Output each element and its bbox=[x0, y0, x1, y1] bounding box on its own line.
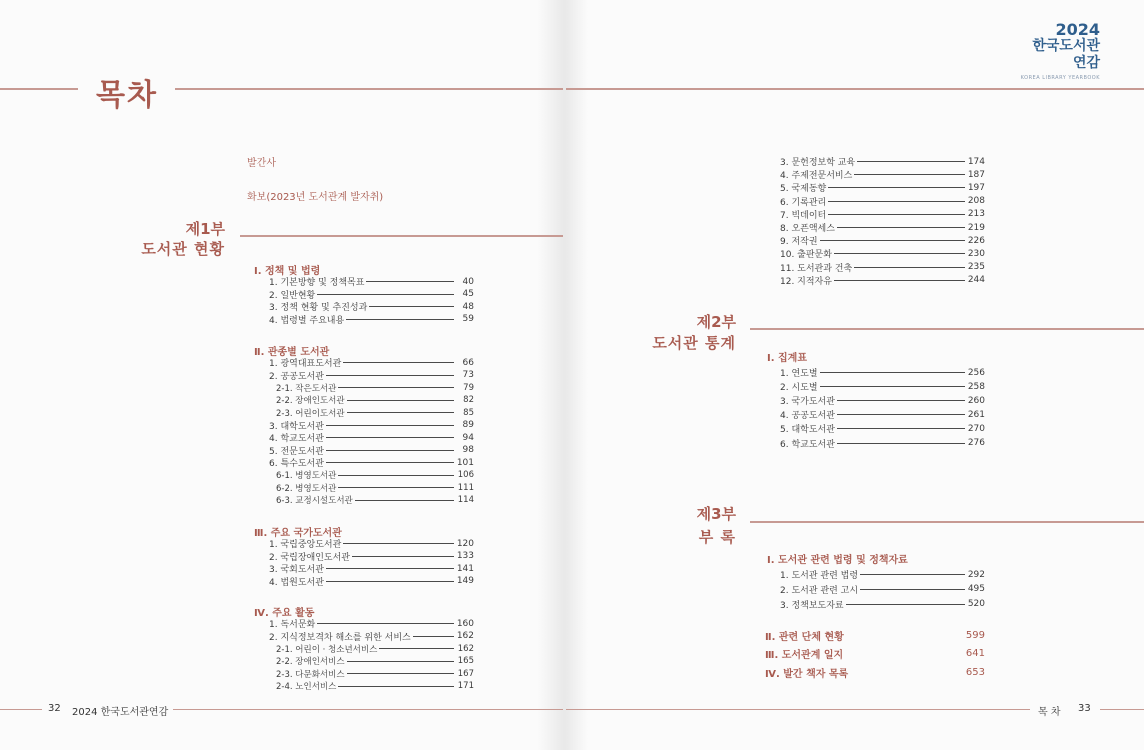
toc-entry bbox=[269, 356, 474, 369]
header-rule bbox=[566, 88, 1144, 90]
toc-entry bbox=[269, 419, 474, 432]
toc-entry-page: 230 bbox=[967, 248, 985, 259]
toc-entry-page: 94 bbox=[462, 432, 474, 443]
toc-entry-title: 2-1. 작은도서관 bbox=[276, 383, 337, 394]
toc-entry bbox=[269, 369, 474, 382]
folio-page-number: 33 bbox=[1078, 703, 1091, 714]
toc-major-entry-page: 641 bbox=[965, 648, 985, 659]
toc-entry-page: 261 bbox=[967, 409, 985, 420]
toc-entry bbox=[276, 494, 474, 507]
toc-entry-page: 208 bbox=[967, 196, 985, 207]
leader-line bbox=[326, 581, 454, 582]
toc-entry bbox=[276, 667, 474, 680]
toc-entry-title: 9. 저작권 bbox=[780, 237, 818, 248]
toc-entry-title: 6. 특수도서관 bbox=[269, 459, 324, 469]
toc-entry-title: 6. 학교도서관 bbox=[780, 439, 835, 450]
toc-entry-page: 165 bbox=[457, 656, 474, 666]
leader-line bbox=[326, 375, 454, 376]
leader-line bbox=[317, 623, 454, 624]
toc-entry-title: 2. 공공도서관 bbox=[269, 371, 324, 382]
toc-entry-page: 258 bbox=[967, 381, 985, 392]
toc-entry-title: 7. 빅데이터 bbox=[780, 210, 827, 221]
toc-entry-page: 244 bbox=[967, 275, 985, 286]
toc-major-entry-page: 653 bbox=[965, 666, 985, 678]
toc-major-entry-title: Ⅱ. 관련 단체 현황 bbox=[765, 631, 844, 643]
toc-entry-page: 85 bbox=[463, 407, 474, 418]
part3-section-heading: Ⅰ. 도서관 관련 법령 및 정책자료 bbox=[767, 555, 908, 566]
yearbook-name bbox=[1032, 38, 1100, 72]
toc-entry bbox=[780, 274, 985, 287]
toc-entry bbox=[269, 275, 474, 288]
leader-line bbox=[837, 414, 965, 415]
toc-entry-title: 1. 광역대표도서관 bbox=[269, 359, 342, 369]
part3-rule bbox=[750, 521, 1144, 523]
toc-entry bbox=[780, 234, 985, 247]
leader-line bbox=[828, 214, 965, 215]
toc-entry-title: 2-4. 노인서비스 bbox=[276, 682, 337, 692]
toc-entry bbox=[269, 562, 474, 575]
toc-entry-title: 8. 오픈액세스 bbox=[780, 224, 835, 234]
toc-entry-page: 520 bbox=[967, 599, 985, 610]
toc-section-heading: Ⅳ. 주요 활동 bbox=[254, 608, 315, 619]
leader-line bbox=[837, 400, 965, 401]
toc-entry-page: 120 bbox=[456, 538, 474, 549]
toc-entry-title: 2. 시도별 bbox=[780, 383, 818, 394]
toc-entry-title: 4. 주제전문서비스 bbox=[780, 171, 853, 182]
toc-entry-title: 3. 문헌정보학 교육 bbox=[780, 158, 856, 168]
right-page bbox=[566, 0, 1144, 750]
toc-section-heading: Ⅱ. 관종별 도서관 bbox=[254, 347, 330, 358]
toc-entry-page: 256 bbox=[967, 367, 985, 378]
toc-entry bbox=[269, 575, 474, 588]
toc-entry bbox=[780, 437, 985, 450]
toc-entry-page: 167 bbox=[457, 668, 474, 679]
toc-entry-page: 111 bbox=[457, 482, 474, 493]
toc-entry bbox=[269, 300, 474, 313]
leader-line bbox=[338, 387, 454, 388]
toc-entry-page: 270 bbox=[967, 423, 985, 434]
toc-entry bbox=[780, 366, 985, 379]
part1-rule bbox=[240, 235, 563, 237]
toc-entry-page: 495 bbox=[967, 584, 985, 595]
toc-entry-title: 2-1. 어린이 · 청소년서비스 bbox=[276, 644, 378, 655]
toc-entry bbox=[269, 444, 474, 457]
page-title: 목차 bbox=[96, 78, 158, 113]
toc-entry-page: 40 bbox=[462, 276, 474, 287]
leader-line bbox=[343, 543, 454, 544]
toc-entry-page: 162 bbox=[456, 631, 474, 641]
toc-entry bbox=[780, 155, 985, 168]
toc-entry bbox=[276, 680, 474, 693]
leader-line bbox=[854, 174, 965, 175]
toc-entry bbox=[780, 195, 985, 208]
toc-entry-page: 187 bbox=[967, 169, 985, 180]
toc-entry-page: 235 bbox=[967, 262, 985, 273]
leader-line bbox=[338, 686, 454, 687]
toc-entry bbox=[276, 394, 474, 407]
toc-entry-page: 292 bbox=[967, 569, 985, 580]
toc-entry-title: 2-3. 어린이도서관 bbox=[276, 408, 345, 419]
toc-entry bbox=[269, 431, 474, 444]
toc-entry-title: 1. 도서관 관련 법령 bbox=[780, 571, 859, 581]
toc-entry-page: 160 bbox=[456, 618, 474, 629]
toc-entry-title: 5. 대학도서관 bbox=[780, 425, 835, 436]
toc-entry-page: 141 bbox=[456, 563, 474, 574]
toc-entry-title: 6-3. 교정시설도서관 bbox=[276, 496, 353, 506]
leader-line bbox=[837, 443, 965, 444]
part1-name: 도서관 현황 bbox=[141, 240, 225, 258]
folio-book-title: 2024 한국도서관연감 bbox=[72, 707, 169, 718]
folio-page-number: 32 bbox=[48, 703, 61, 714]
footer-rule-right bbox=[1100, 709, 1144, 710]
toc-entry bbox=[780, 261, 985, 274]
footer-rule-left bbox=[566, 709, 1030, 710]
leader-line bbox=[860, 589, 965, 590]
leader-line bbox=[820, 372, 965, 373]
toc-entry-page: 48 bbox=[462, 301, 474, 312]
leader-line bbox=[828, 187, 965, 188]
toc-major-entry-title: Ⅳ. 발간 책자 목록 bbox=[765, 668, 849, 680]
footer-rule-right bbox=[173, 709, 563, 710]
footer-rule-left bbox=[0, 709, 42, 710]
leader-line bbox=[834, 253, 965, 254]
toc-major-entry bbox=[765, 646, 985, 662]
leader-line bbox=[317, 294, 454, 295]
leader-line bbox=[347, 673, 454, 674]
toc-entry bbox=[276, 381, 474, 394]
toc-entry-title: 1. 기본방향 및 정책목표 bbox=[269, 278, 365, 288]
left-page bbox=[0, 0, 563, 750]
toc-entry-page: 73 bbox=[462, 370, 474, 380]
leader-line bbox=[379, 648, 454, 649]
toc-entry-title: 4. 학교도서관 bbox=[269, 434, 324, 444]
leader-line bbox=[326, 437, 454, 438]
toc-entry-title: 1. 연도별 bbox=[780, 369, 818, 379]
leader-line bbox=[352, 556, 454, 557]
toc-entry-page: 59 bbox=[462, 314, 474, 324]
toc-entry-title: 5. 국제동향 bbox=[780, 184, 827, 195]
toc-entry bbox=[780, 583, 985, 596]
title-rule-right bbox=[175, 88, 563, 90]
folio-section-title: 목 차 bbox=[1038, 707, 1061, 718]
toc-entry-title: 2. 지식정보격차 해소를 위한 서비스 bbox=[269, 632, 411, 643]
toc-entry-title: 10. 출판문화 bbox=[780, 250, 832, 261]
toc-entry-title: 4. 법원도서관 bbox=[269, 577, 324, 588]
toc-entry-page: 260 bbox=[967, 395, 985, 406]
toc-entry-title: 4. 법령별 주요내용 bbox=[269, 315, 345, 326]
toc-entry bbox=[276, 481, 474, 494]
front-matter-photos: 화보(2023년 도서관계 발자취) bbox=[247, 192, 384, 203]
toc-entry-title: 3. 정책보도자료 bbox=[780, 600, 844, 611]
toc-section-heading: Ⅲ. 주요 국가도서관 bbox=[254, 528, 342, 539]
toc-entry-title: 3. 대학도서관 bbox=[269, 421, 324, 432]
yearbook-year: 2024 bbox=[1055, 20, 1100, 39]
part1-number: 제1부 bbox=[185, 220, 225, 238]
toc-entry-page: 197 bbox=[967, 182, 985, 193]
toc-entry bbox=[269, 313, 474, 326]
toc-entry bbox=[269, 288, 474, 301]
leader-line bbox=[326, 450, 454, 451]
leader-line bbox=[326, 425, 454, 426]
toc-entry-page: 98 bbox=[462, 445, 474, 455]
leader-line bbox=[326, 462, 454, 463]
toc-entry bbox=[780, 598, 985, 611]
toc-entry bbox=[276, 655, 474, 668]
toc-entry-title: 4. 공공도서관 bbox=[780, 411, 835, 422]
leader-line bbox=[820, 386, 965, 387]
toc-entry-title: 6-2. 병영도서관 bbox=[276, 483, 337, 494]
toc-entry bbox=[269, 456, 474, 469]
toc-entry-page: 219 bbox=[967, 222, 985, 233]
leader-line bbox=[837, 227, 965, 228]
toc-entry-title: 2-2. 장애인서비스 bbox=[276, 657, 345, 667]
part2-number: 제2부 bbox=[696, 313, 736, 331]
toc-entry bbox=[276, 469, 474, 482]
toc-entry bbox=[276, 642, 474, 655]
toc-entry bbox=[780, 168, 985, 181]
toc-entry-page: 89 bbox=[462, 420, 474, 430]
toc-entry-page: 171 bbox=[457, 681, 474, 691]
toc-entry-title: 1. 독서문화 bbox=[269, 620, 316, 630]
toc-major-entry-page: 599 bbox=[965, 629, 985, 641]
toc-entry-title: 2-3. 다문화서비스 bbox=[276, 669, 345, 680]
leader-line bbox=[834, 280, 965, 281]
toc-entry-title: 3. 정책 현황 및 추진성과 bbox=[269, 303, 368, 313]
toc-entry-title: 12. 지적자유 bbox=[780, 276, 832, 287]
leader-line bbox=[366, 281, 454, 282]
toc-entry-page: 133 bbox=[456, 551, 474, 561]
part2-name: 도서관 통계 bbox=[652, 334, 736, 352]
toc-entry bbox=[780, 422, 985, 435]
toc-entry-page: 82 bbox=[463, 395, 474, 405]
toc-entry bbox=[780, 394, 985, 407]
leader-line bbox=[326, 568, 454, 569]
part3-name: 부 록 bbox=[698, 528, 736, 546]
leader-line bbox=[355, 500, 454, 501]
title-rule-left bbox=[0, 88, 78, 90]
part2-section-heading: Ⅰ. 집계표 bbox=[767, 353, 807, 364]
toc-entry-title: 3. 국가도서관 bbox=[780, 397, 835, 408]
toc-entry bbox=[780, 568, 985, 581]
leader-line bbox=[346, 319, 454, 320]
toc-entry-title: 1. 국립중앙도서관 bbox=[269, 540, 342, 550]
leader-line bbox=[413, 636, 454, 637]
leader-line bbox=[369, 306, 454, 307]
toc-entry-title: 6-1. 병영도서관 bbox=[276, 471, 337, 481]
toc-entry bbox=[276, 406, 474, 419]
toc-major-entry-title: Ⅲ. 도서관계 일지 bbox=[765, 650, 844, 661]
toc-entry-page: 79 bbox=[463, 382, 474, 393]
toc-entry-title: 5. 전문도서관 bbox=[269, 446, 324, 457]
toc-entry bbox=[269, 630, 474, 643]
toc-entry-page: 106 bbox=[457, 470, 474, 480]
yearbook-english-name: KOREA LIBRARY YEARBOOK bbox=[1020, 75, 1100, 81]
toc-entry-page: 162 bbox=[457, 643, 474, 654]
yearbook-name-line1: 한국도서관 bbox=[1032, 38, 1100, 54]
leader-line bbox=[338, 475, 454, 476]
leader-line bbox=[820, 240, 965, 241]
toc-entry-title: 2. 일반현황 bbox=[269, 290, 316, 301]
toc-entry-page: 226 bbox=[967, 235, 985, 246]
toc-entry bbox=[269, 550, 474, 563]
leader-line bbox=[347, 400, 454, 401]
toc-major-entry bbox=[765, 627, 985, 643]
toc-section-heading: Ⅰ. 정책 및 법령 bbox=[254, 266, 321, 277]
leader-line bbox=[837, 428, 965, 429]
toc-entry bbox=[780, 221, 985, 234]
leader-line bbox=[828, 201, 965, 202]
toc-entry-title: 2. 국립장애인도서관 bbox=[269, 552, 351, 563]
toc-entry bbox=[780, 247, 985, 260]
toc-entry-page: 149 bbox=[456, 576, 474, 586]
toc-entry bbox=[780, 181, 985, 194]
leader-line bbox=[857, 161, 965, 162]
leader-line bbox=[338, 487, 454, 488]
toc-entry-page: 45 bbox=[462, 289, 474, 299]
leader-line bbox=[846, 604, 965, 605]
part2-rule bbox=[750, 328, 1144, 330]
toc-entry-page: 174 bbox=[967, 156, 985, 167]
toc-entry-title: 11. 도서관과 건축 bbox=[780, 263, 853, 274]
toc-entry-page: 213 bbox=[967, 209, 985, 220]
toc-entry bbox=[780, 208, 985, 221]
toc-entry-title: 2. 도서관 관련 고시 bbox=[780, 585, 859, 596]
toc-entry bbox=[780, 380, 985, 393]
leader-line bbox=[347, 412, 454, 413]
front-matter-preface: 발간사 bbox=[247, 158, 276, 169]
toc-entry-title: 3. 국회도서관 bbox=[269, 565, 324, 575]
leader-line bbox=[347, 661, 454, 662]
toc-entry-title: 6. 기록관리 bbox=[780, 197, 827, 208]
toc-entry-page: 114 bbox=[457, 495, 474, 505]
toc-entry-page: 101 bbox=[456, 457, 474, 468]
toc-major-entry bbox=[765, 664, 985, 680]
toc-entry-page: 66 bbox=[462, 357, 474, 368]
toc-entry bbox=[780, 408, 985, 421]
leader-line bbox=[860, 574, 965, 575]
toc-entry-title: 2-2. 장애인도서관 bbox=[276, 396, 345, 406]
gutter-shadow bbox=[566, 0, 588, 750]
leader-line bbox=[854, 267, 965, 268]
toc-entry-page: 276 bbox=[967, 438, 985, 448]
leader-line bbox=[343, 362, 454, 363]
gutter-shadow bbox=[537, 0, 563, 750]
part3-number: 제3부 bbox=[696, 505, 736, 523]
toc-entry bbox=[269, 617, 474, 630]
toc-entry bbox=[269, 537, 474, 550]
yearbook-name-line2: 연감 bbox=[1072, 55, 1100, 71]
